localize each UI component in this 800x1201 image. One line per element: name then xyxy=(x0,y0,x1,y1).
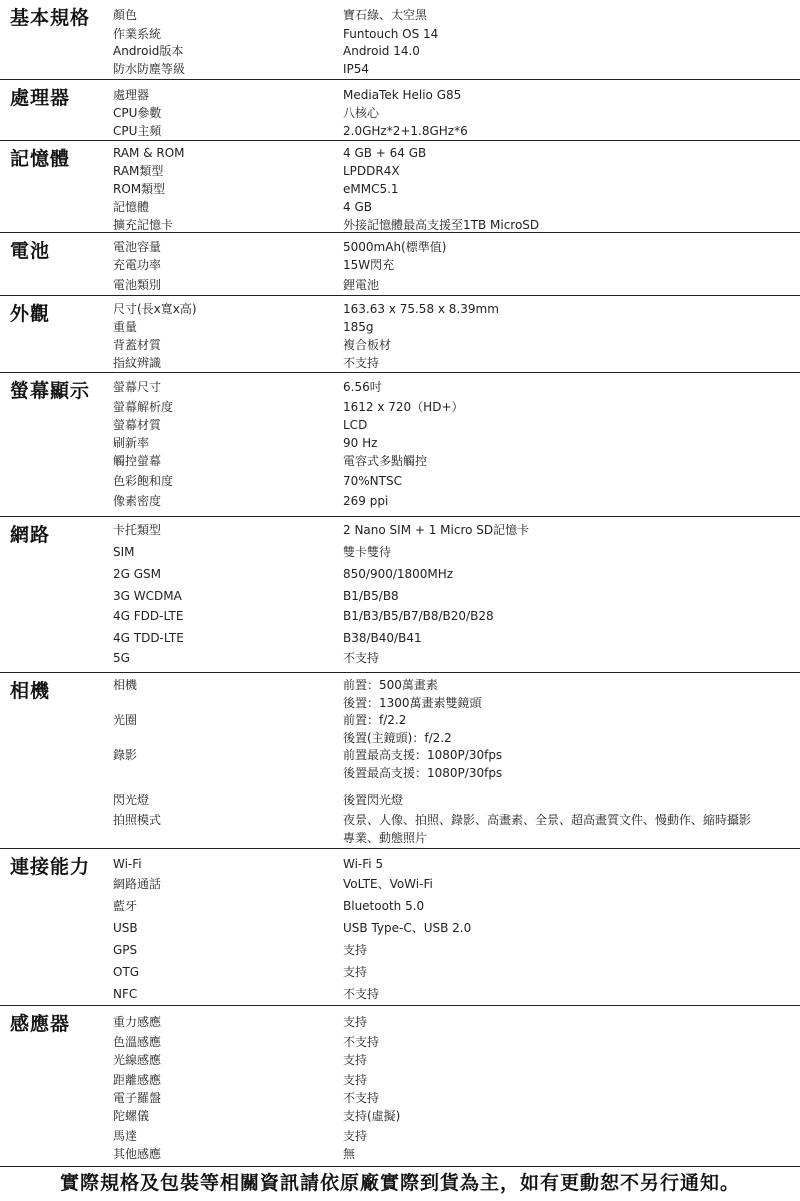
spec-value xyxy=(343,198,795,216)
spec-section xyxy=(0,516,800,672)
spec-label: 防水防塵等級 xyxy=(113,62,186,76)
spec-value xyxy=(343,963,795,981)
spec-label: 閃光燈 xyxy=(113,793,150,807)
spec-label: 指紋辨識 xyxy=(113,356,162,370)
spec-value xyxy=(343,897,795,915)
section-title: 電池 xyxy=(10,240,51,262)
spec-value-line: 前置最高支援：1080P/30fps xyxy=(343,748,503,762)
spec-label: 重力感應 xyxy=(113,1015,162,1029)
spec-section xyxy=(0,372,800,516)
spec-label: USB xyxy=(113,921,138,935)
spec-label: 馬達 xyxy=(113,1129,138,1143)
spec-value-line: 後置閃光燈 xyxy=(343,793,404,807)
spec-value xyxy=(343,25,795,43)
spec-value-line: B1/B5/B8 xyxy=(343,589,399,603)
spec-value-line: 2 Nano SIM + 1 Micro SD記憶卡 xyxy=(343,523,530,537)
spec-value-line: 不支持 xyxy=(343,356,380,370)
spec-value xyxy=(343,1145,795,1163)
spec-value xyxy=(343,875,795,893)
spec-label: 尺寸(長x寬x高) xyxy=(113,302,197,316)
spec-value xyxy=(343,1013,795,1031)
spec-value-line: 雙卡雙待 xyxy=(343,545,392,559)
spec-value-line: 前置：f/2.2 xyxy=(343,713,407,727)
spec-value xyxy=(343,318,795,336)
spec-value xyxy=(343,180,795,198)
spec-label: 4G FDD-LTE xyxy=(113,609,184,623)
spec-value-line: 支持 xyxy=(343,965,368,979)
spec-value xyxy=(343,86,795,104)
spec-label: 觸控螢幕 xyxy=(113,454,162,468)
spec-label: CPU主頻 xyxy=(113,124,162,138)
spec-value-line: USB Type-C、USB 2.0 xyxy=(343,921,472,935)
spec-label: 擴充記憶卡 xyxy=(113,218,174,232)
spec-value xyxy=(343,1127,795,1145)
spec-label: 4G TDD-LTE xyxy=(113,631,184,645)
spec-value xyxy=(343,354,795,372)
spec-label: 2G GSM xyxy=(113,567,162,581)
spec-value-line: B1/B3/B5/B7/B8/B20/B28 xyxy=(343,609,494,623)
spec-value xyxy=(343,919,795,937)
spec-value-line: LCD xyxy=(343,418,368,432)
spec-value xyxy=(343,60,795,78)
spec-value-line: 1612 x 720（HD+） xyxy=(343,400,464,414)
spec-value xyxy=(343,104,795,122)
spec-value xyxy=(343,587,795,605)
spec-value xyxy=(343,941,795,959)
spec-value xyxy=(343,676,795,712)
spec-label: 其他感應 xyxy=(113,1147,162,1161)
spec-label: OTG xyxy=(113,965,140,979)
section-title: 基本規格 xyxy=(10,7,91,29)
spec-value-line: IP54 xyxy=(343,62,370,76)
section-title: 連接能力 xyxy=(10,856,91,878)
spec-label: GPS xyxy=(113,943,138,957)
section-title: 處理器 xyxy=(10,87,71,109)
spec-label: 藍牙 xyxy=(113,899,138,913)
spec-value xyxy=(343,1071,795,1089)
section-title: 外觀 xyxy=(10,303,51,325)
spec-label: 拍照模式 xyxy=(113,813,162,827)
spec-value xyxy=(343,492,795,510)
spec-value-line: 5000mAh(標準值) xyxy=(343,240,447,254)
spec-label: 顏色 xyxy=(113,8,138,22)
spec-value-line: 前置：500萬畫素 xyxy=(343,678,438,692)
spec-section xyxy=(0,295,800,372)
spec-section xyxy=(0,1005,800,1166)
spec-label: 色彩飽和度 xyxy=(113,474,174,488)
spec-section xyxy=(0,0,800,79)
section-title: 相機 xyxy=(10,680,51,702)
spec-value-line: 夜景、人像、拍照、錄影、高畫素、全景、超高畫質文件、慢動作、縮時攝影 xyxy=(343,813,752,827)
spec-label: Android版本 xyxy=(113,44,184,58)
spec-label: 記憶體 xyxy=(113,200,150,214)
spec-value-line: 無 xyxy=(343,1147,356,1161)
spec-value-line: 外接記憶體最高支援至1TB MicroSD xyxy=(343,218,540,232)
spec-label: 錄影 xyxy=(113,748,138,762)
spec-value-line: 支持 xyxy=(343,1053,368,1067)
spec-label: 電池容量 xyxy=(113,240,162,254)
spec-value xyxy=(343,42,795,60)
spec-value xyxy=(343,791,795,809)
spec-section xyxy=(0,232,800,295)
spec-value xyxy=(343,238,795,256)
spec-value xyxy=(343,144,795,162)
spec-value xyxy=(343,855,795,873)
spec-value-line: 70%NTSC xyxy=(343,474,402,488)
spec-value-line: 269 ppi xyxy=(343,494,389,508)
spec-label: 螢幕尺寸 xyxy=(113,380,162,394)
spec-section xyxy=(0,848,800,1005)
spec-value-line: 185g xyxy=(343,320,374,334)
spec-value xyxy=(343,607,795,625)
spec-label: RAM & ROM xyxy=(113,146,185,160)
spec-label: Wi-Fi xyxy=(113,857,142,871)
spec-value xyxy=(343,6,795,24)
spec-label: 充電功率 xyxy=(113,258,162,272)
spec-label: 作業系統 xyxy=(113,27,162,41)
section-title: 感應器 xyxy=(10,1013,71,1035)
spec-label: 色溫感應 xyxy=(113,1035,162,1049)
spec-value-line: LPDDR4X xyxy=(343,164,400,178)
spec-value xyxy=(343,649,795,667)
spec-value xyxy=(343,434,795,452)
section-title: 網路 xyxy=(10,524,51,546)
spec-value xyxy=(343,162,795,180)
spec-label: 螢幕材質 xyxy=(113,418,162,432)
spec-label: 光圈 xyxy=(113,713,138,727)
spec-value-line: 不支持 xyxy=(343,987,380,1001)
spec-value-line: 支持 xyxy=(343,1129,368,1143)
spec-value-line: 15W閃充 xyxy=(343,258,395,272)
spec-value xyxy=(343,543,795,561)
spec-value-line: B38/B40/B41 xyxy=(343,631,422,645)
spec-label: ROM類型 xyxy=(113,182,166,196)
spec-value xyxy=(343,1033,795,1051)
spec-value-line: 鋰電池 xyxy=(343,278,380,292)
spec-value-line: 寶石綠、太空黑 xyxy=(343,8,428,22)
spec-value-line: MediaTek Helio G85 xyxy=(343,88,462,102)
spec-value-line: 電容式多點觸控 xyxy=(343,454,428,468)
section-title: 螢幕顯示 xyxy=(10,380,91,402)
spec-label: CPU參數 xyxy=(113,106,162,120)
spec-label: 5G xyxy=(113,651,130,665)
spec-value xyxy=(343,300,795,318)
spec-section xyxy=(0,140,800,232)
spec-value-line: eMMC5.1 xyxy=(343,182,399,196)
spec-label: 處理器 xyxy=(113,88,150,102)
spec-value xyxy=(343,398,795,416)
spec-value-line: 850/900/1800MHz xyxy=(343,567,454,581)
spec-value xyxy=(343,711,795,747)
spec-label: 光線感應 xyxy=(113,1053,162,1067)
spec-value xyxy=(343,1107,795,1125)
spec-value-line: 後置(主鏡頭)：f/2.2 xyxy=(343,731,452,745)
spec-value-line: Wi-Fi 5 xyxy=(343,857,384,871)
spec-value xyxy=(343,521,795,539)
spec-value-line: Funtouch OS 14 xyxy=(343,27,439,41)
spec-value xyxy=(343,122,795,140)
spec-value xyxy=(343,746,795,782)
spec-value-line: 支持 xyxy=(343,1073,368,1087)
spec-value-line: 後置：1300萬畫素雙鏡頭 xyxy=(343,696,482,710)
spec-value xyxy=(343,985,795,1003)
spec-label: 螢幕解析度 xyxy=(113,400,174,414)
section-title: 記憶體 xyxy=(10,148,71,170)
spec-value xyxy=(343,472,795,490)
spec-value xyxy=(343,256,795,274)
spec-value-line: 6.56吋 xyxy=(343,380,382,394)
spec-value-line: 163.63 x 75.58 x 8.39mm xyxy=(343,302,499,316)
spec-label: 電子羅盤 xyxy=(113,1091,162,1105)
spec-section xyxy=(0,672,800,848)
spec-label: RAM類型 xyxy=(113,164,164,178)
spec-value xyxy=(343,276,795,294)
spec-value-line: Bluetooth 5.0 xyxy=(343,899,425,913)
spec-value-line: 不支持 xyxy=(343,1091,380,1105)
spec-label: 陀螺儀 xyxy=(113,1109,150,1123)
spec-value xyxy=(343,378,795,396)
spec-value-line: 4 GB + 64 GB xyxy=(343,146,427,160)
spec-label: 網路通話 xyxy=(113,877,162,891)
spec-value-line: 支持(虛擬) xyxy=(343,1109,401,1123)
spec-value xyxy=(343,416,795,434)
spec-value-line: 90 Hz xyxy=(343,436,378,450)
spec-value-line: 不支持 xyxy=(343,1035,380,1049)
spec-value xyxy=(343,336,795,354)
spec-value-line: 支持 xyxy=(343,1015,368,1029)
spec-value-line: VoLTE、VoWi-Fi xyxy=(343,877,433,891)
spec-value-line: 支持 xyxy=(343,943,368,957)
spec-value xyxy=(343,565,795,583)
spec-value xyxy=(343,811,795,847)
spec-label: 刷新率 xyxy=(113,436,150,450)
spec-value-line: 不支持 xyxy=(343,651,380,665)
spec-label: 電池類別 xyxy=(113,278,162,292)
spec-value-line: Android 14.0 xyxy=(343,44,420,58)
spec-label: 背蓋材質 xyxy=(113,338,162,352)
spec-label: 卡托類型 xyxy=(113,523,162,537)
disclaimer-footer: 實際規格及包裝等相關資訊請依原廠實際到貨為主，如有更動恕不另行通知。 xyxy=(0,1166,800,1201)
spec-section xyxy=(0,79,800,140)
spec-label: SIM xyxy=(113,545,135,559)
spec-label: 重量 xyxy=(113,320,138,334)
spec-value-line: 八核心 xyxy=(343,106,380,120)
spec-value-line: 後置最高支援：1080P/30fps xyxy=(343,766,503,780)
spec-value-line: 2.0GHz*2+1.8GHz*6 xyxy=(343,124,468,138)
spec-value-line: 複合板材 xyxy=(343,338,392,352)
spec-value xyxy=(343,452,795,470)
spec-label: 距離感應 xyxy=(113,1073,162,1087)
spec-value xyxy=(343,1089,795,1107)
spec-label: 像素密度 xyxy=(113,494,162,508)
spec-value-line: 專業、動態照片 xyxy=(343,831,428,845)
spec-value xyxy=(343,629,795,647)
spec-label: NFC xyxy=(113,987,138,1001)
spec-label: 相機 xyxy=(113,678,138,692)
spec-label: 3G WCDMA xyxy=(113,589,182,603)
spec-value-line: 4 GB xyxy=(343,200,372,214)
spec-value xyxy=(343,1051,795,1069)
